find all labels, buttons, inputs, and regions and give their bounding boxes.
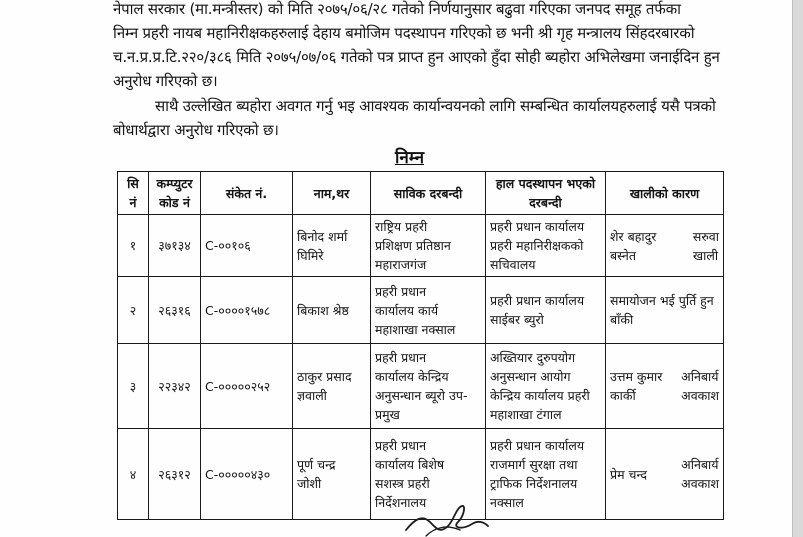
vacancy-full-line: समायोजन भई पुर्ति हुन (610, 293, 714, 308)
cell-sn: १ (118, 215, 149, 277)
cell-current-post (486, 344, 606, 429)
table-row (118, 344, 724, 429)
cell-current-line: नक्साल (490, 495, 524, 510)
paragraph-line-5: साथै उल्लेखित ब्यहोरा अवगत गर्नु भइ आवश्यक कार्यान्वयनको लागि सम्बन्धित कार्यालयहरुलाई यसै पत्रको (155, 97, 716, 115)
cell-current-line: प्रहरी प्रधान कार्यालय (490, 293, 585, 308)
handwritten-signature (400, 500, 490, 537)
cell-current-line: प्रहरी महानिरीक्षकको (490, 238, 584, 253)
cell-symbol: C-०००००२५२ (201, 344, 293, 429)
cell-previous-line: प्रशिक्षण प्रतिष्ठान (375, 238, 451, 253)
cell-previous-line: कार्यालय बिशेष (375, 457, 445, 472)
header-name (293, 172, 371, 215)
vacancy-pair (610, 367, 719, 405)
vacancy-pair (610, 227, 719, 265)
cell-name-line: ज्ञवाली (297, 388, 327, 403)
vacancy-person-line: उत्तम कुमार (610, 369, 663, 384)
cell-previous-line: प्रहरी प्रधान (375, 350, 427, 365)
cell-previous-line: प्रहरी प्रधान (375, 438, 427, 453)
cell-current-line: राजमार्ग सुरक्षा तथा (490, 457, 578, 472)
cell-previous-line: राष्ट्रिय प्रहरी (375, 219, 428, 234)
cell-current-post (486, 215, 606, 277)
cell-current-post (486, 277, 606, 344)
vacancy-person (610, 227, 656, 265)
cell-previous-line: कार्यालय केन्द्रिय (375, 369, 449, 384)
paragraph-line-2: निम्न प्रहरी नायब महानिरीक्षकहरुलाई देहाय बमोजिम पदस्थापन गरिएको छ भनी श्री गृह मन्त्रालय सिंहदरबारको (113, 24, 695, 42)
cell-code: ३७१३४ (149, 215, 201, 277)
table-row (118, 277, 724, 344)
header-current-line-2: दरबन्दी (529, 195, 562, 210)
cell-symbol: C-००१०६ (201, 215, 293, 277)
vacancy-reason (681, 455, 719, 493)
cell-previous-line: कार्यालय कार्य (375, 302, 439, 318)
cell-vacancy (606, 344, 724, 429)
cell-code: २६३१६ (149, 277, 201, 344)
header-sn-line-2: नं (129, 195, 137, 210)
cell-code: २२३४२ (149, 344, 201, 429)
header-previous-post (371, 172, 486, 215)
cell-current-line: अनुसन्धान आयोग (490, 369, 571, 384)
vacancy-full-line: बाँकी (610, 312, 634, 327)
vacancy-person-line: कार्की (610, 388, 636, 403)
paragraph-line-4: अनुरोध गरिएको छ। (113, 72, 218, 90)
vacancy-reason (693, 227, 719, 265)
cell-name (293, 429, 371, 520)
vacancy-reason-line: अवकाश (681, 388, 719, 403)
cell-sn: ३ (118, 344, 149, 429)
cell-name-line: ठाकुर प्रसाद (297, 369, 352, 384)
header-symbol-text: संकेत नं. (225, 185, 268, 201)
vacancy-reason-line: सरुवा (692, 228, 719, 244)
cell-current-line: अख्तियार दुरुपयोग (490, 350, 576, 365)
cell-previous-line: अनुसन्धान ब्यूरो उप- (375, 388, 468, 403)
cell-previous-line: सशस्त्र प्रहरी (375, 476, 430, 491)
header-code (149, 172, 201, 215)
cell-symbol: C-०००००४३० (201, 429, 293, 520)
cell-name (293, 215, 371, 277)
cell-current-line: केन्द्रिय कार्यालय प्रहरी (490, 388, 590, 403)
cell-name-line: घिमिरे (297, 247, 324, 263)
header-code-line-2: कोड नं (159, 195, 190, 210)
cell-sn: ४ (118, 429, 149, 520)
cell-vacancy (606, 429, 724, 520)
cell-current-line: प्रहरी प्रधान कार्यालय (490, 438, 585, 453)
cell-name-line: बिनोद शर्मा (297, 228, 348, 244)
cell-name (293, 344, 371, 429)
cell-previous-line: प्रहरी प्रधान (375, 283, 427, 299)
header-code-line-1: कम्प्युटर (156, 176, 193, 191)
cell-vacancy (606, 215, 724, 277)
vacancy-reason-line: खाली (692, 247, 719, 263)
vacancy-person-line: प्रेम चन्द (610, 466, 647, 482)
header-symbol (201, 172, 293, 215)
cell-previous-line: निर्देशनालय (375, 495, 427, 510)
cell-previous-line: महाराजगंज (375, 257, 427, 272)
officer-posting-table (117, 171, 724, 520)
cell-name-line: पूर्ण चन्द्र (297, 457, 336, 472)
cell-current-post (486, 429, 606, 520)
header-current-post (486, 172, 606, 215)
cell-current-line: सचिवालय (490, 257, 536, 272)
vacancy-reason-line: अनिबार्य (681, 457, 719, 472)
header-vacancy-text: खालीको कारण (629, 185, 700, 201)
vacancy-reason-line: अनिबार्य (681, 369, 719, 384)
table-heading: निम्न (395, 148, 425, 168)
cell-previous-line: प्रमुख (375, 407, 400, 422)
cell-name-line: बिकाश श्रेष्ठ (297, 302, 349, 318)
table-header-row (118, 172, 724, 215)
vacancy-person-line: शेर बहादुर (610, 228, 657, 244)
cell-symbol: C-००००१५७८ (201, 277, 293, 344)
cell-previous-line: महाशाखा नक्साल (375, 321, 456, 337)
cell-name (293, 277, 371, 344)
vacancy-pair (610, 455, 719, 493)
vacancy-reason-line: अवकाश (681, 476, 719, 491)
header-sn-line-1: सि (127, 176, 139, 191)
header-sn (118, 172, 149, 215)
vacancy-person-line: बस्नेत (610, 247, 636, 263)
cell-previous-post (371, 277, 486, 344)
paragraph-line-6: बोधार्थद्वारा अनुरोध गरिएको छ। (113, 121, 279, 139)
header-vacancy-reason (606, 172, 724, 215)
cell-code: २६३१२ (149, 429, 201, 520)
vacancy-person (610, 465, 647, 484)
header-current-line-1: हाल पदस्थापन भएको (495, 176, 596, 191)
header-previous-text: साविक दरबन्दी (393, 185, 463, 201)
cell-sn: २ (118, 277, 149, 344)
paragraph-line-3: च.न.प्र.प्र.टि.२२०/३८६ मिति २०७५/०७/०६ गतेको पत्र प्राप्त हुन आएको हुँदा सोही ब्यहोरा अभिलेखमा जनाईदिन हुन (113, 48, 720, 66)
vacancy-person (610, 367, 662, 405)
table-row (118, 215, 724, 277)
cell-previous-post (371, 215, 486, 277)
paragraph-line-1: नेपाल सरकार (मा.मन्त्रीस्तर) को मिति २०७५/०६/२८ गतेको निर्णयानुसार बढुवा गरिएका जनपद समूह तर्फका (113, 0, 681, 18)
cell-current-line: महाशाखा टंगाल (490, 407, 562, 422)
cell-current-line: प्रहरी प्रधान कार्यालय (490, 219, 585, 234)
cell-current-line: ट्राफिक निर्देशनालय (490, 476, 578, 491)
cell-name-line: जोशी (297, 476, 322, 491)
header-name-text: नाम,थर (313, 185, 350, 201)
cell-vacancy (606, 277, 724, 344)
cell-previous-post (371, 344, 486, 429)
cell-current-line: साईबर ब्युरो (490, 312, 544, 327)
vacancy-reason (681, 367, 719, 405)
page-edge-shadow (792, 0, 803, 537)
